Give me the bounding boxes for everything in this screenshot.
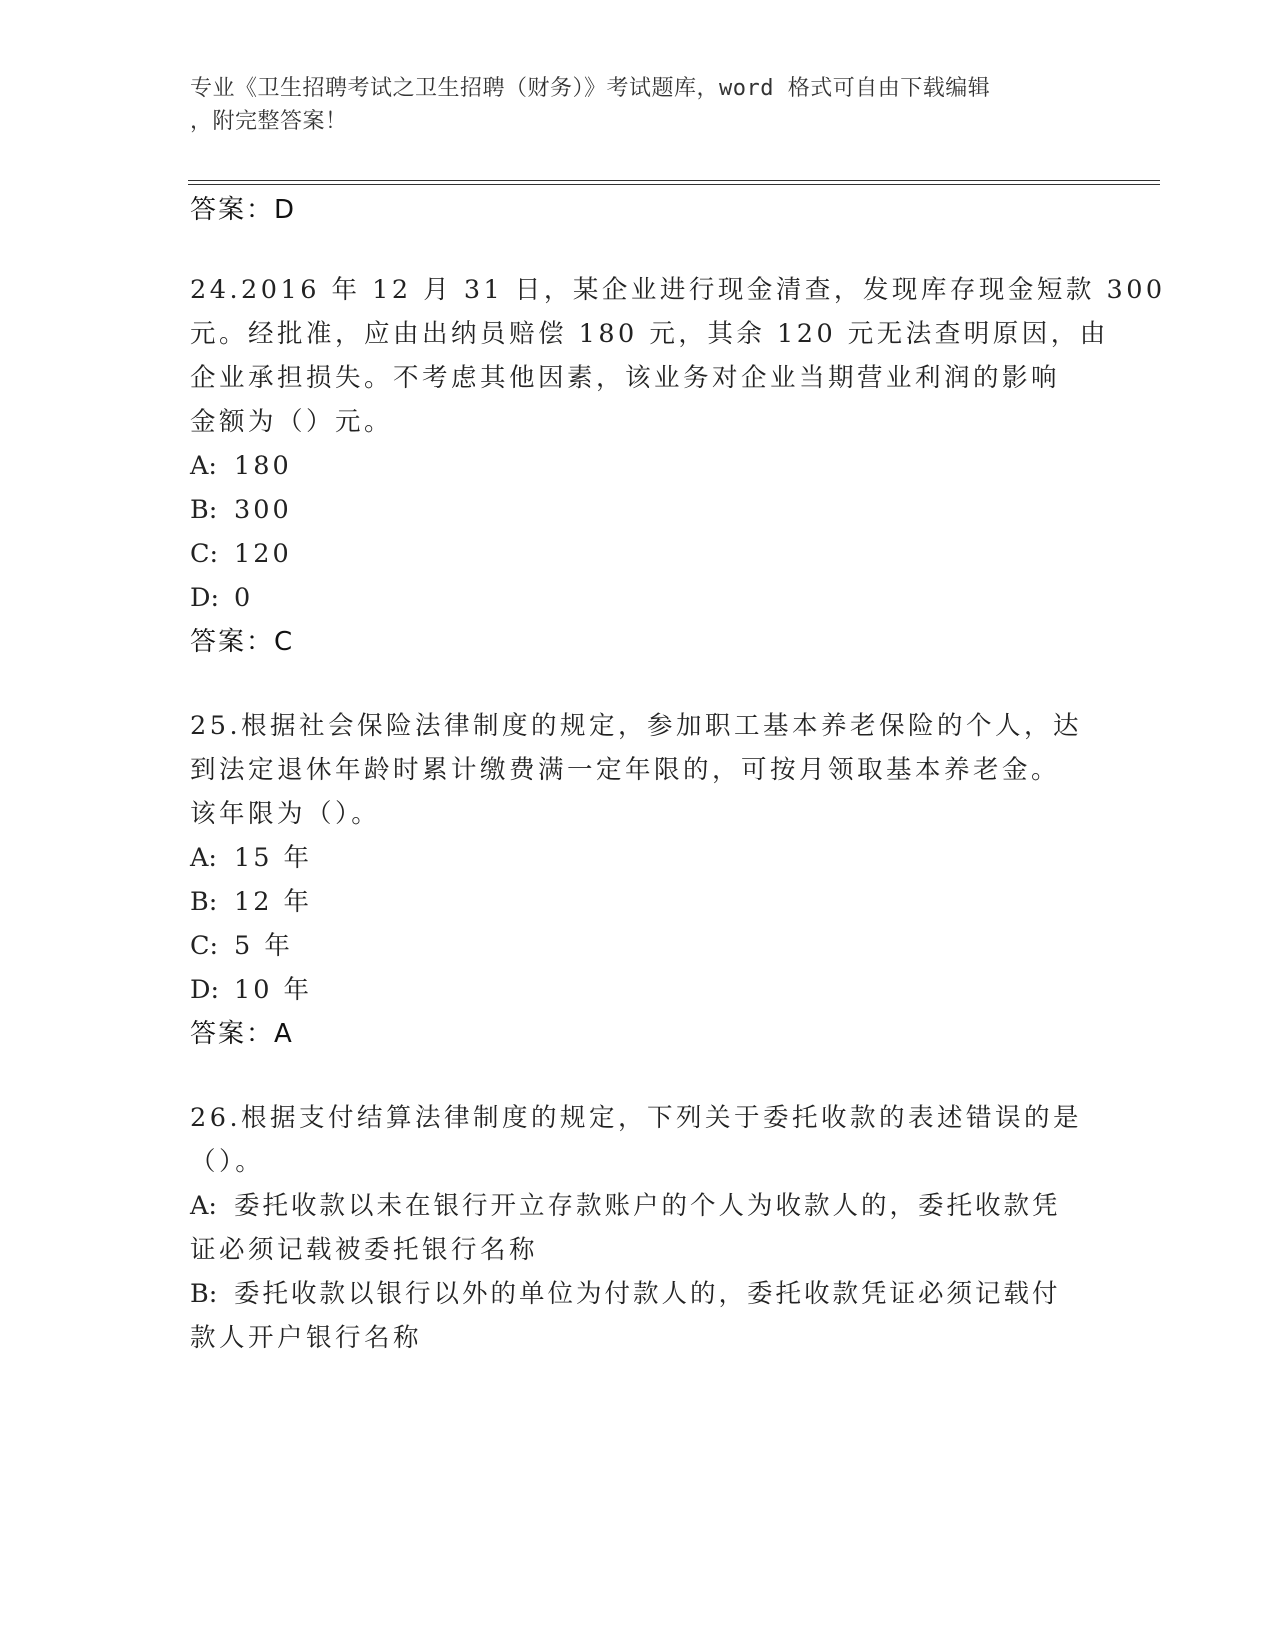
question-26-option-a-continued: 证必须记载被委托银行名称 (190, 1235, 539, 1265)
question-26-line-1: 26.根据支付结算法律制度的规定，下列关于委托收款的表述错误的是 (190, 1103, 1083, 1133)
previous-answer: 答案：D (190, 195, 297, 225)
header-line-1: 专业《卫生招聘考试之卫生招聘（财务）》考试题库，word 格式可自由下载编辑 (190, 76, 991, 101)
option-key: B: (190, 495, 218, 525)
option-text: 0 (234, 583, 254, 613)
question-25-line-1: 25.根据社会保险法律制度的规定，参加职工基本养老保险的个人，达 (190, 711, 1083, 741)
question-25-option-b (190, 884, 312, 920)
question-26-line-2: （）。 (190, 1147, 265, 1177)
question-24-option-c (190, 536, 292, 572)
option-text: 10 年 (234, 975, 313, 1005)
option-key: B: (190, 1279, 218, 1309)
header-divider-top (188, 180, 1160, 181)
question-25-option-c (190, 928, 293, 964)
question-25-line-2: 到法定退休年龄时累计缴费满一定年限的，可按月领取基本养老金。 (190, 755, 1061, 785)
question-26-option-a (190, 1188, 1061, 1224)
question-24-line-1: 24.2016 年 12 月 31 日，某企业进行现金清查，发现库存现金短款 300 (190, 275, 1166, 305)
option-text: 300 (234, 495, 292, 525)
question-24-option-b (190, 492, 292, 528)
option-text: 5 年 (234, 931, 293, 961)
question-24-option-d (190, 580, 253, 616)
question-24-line-4: 金额为（）元。 (190, 407, 394, 437)
header-line-2: ，附完整答案！ (190, 109, 348, 134)
question-25-option-d (190, 972, 312, 1008)
question-25-line-3: 该年限为（）。 (190, 799, 381, 829)
option-key: A: (190, 843, 218, 873)
option-key: A: (190, 1191, 218, 1221)
question-24-answer: 答案：C (190, 627, 295, 657)
option-key: B: (190, 887, 218, 917)
option-text: 委托收款以未在银行开立存款账户的个人为收款人的，委托收款凭 (234, 1191, 1061, 1221)
option-text: 12 年 (234, 887, 313, 917)
option-key: D: (190, 583, 220, 613)
document-header (190, 72, 1090, 138)
question-26-option-b-continued: 款人开户银行名称 (190, 1323, 423, 1353)
option-key: A: (190, 451, 218, 481)
option-key: D: (190, 975, 220, 1005)
question-24-line-3: 企业承担损失。不考虑其他因素，该业务对企业当期营业利润的影响 (190, 363, 1061, 393)
question-24-option-a (190, 448, 292, 484)
option-text: 120 (234, 539, 292, 569)
header-divider-bottom (188, 184, 1160, 185)
option-key: C: (190, 931, 219, 961)
question-24-line-2: 元。经批准，应由出纳员赔偿 180 元，其余 120 元无法查明原因，由 (190, 319, 1109, 349)
question-25-answer: 答案：A (190, 1019, 294, 1049)
option-text: 委托收款以银行以外的单位为付款人的，委托收款凭证必须记载付 (234, 1279, 1061, 1309)
option-text: 180 (234, 451, 292, 481)
option-key: C: (190, 539, 219, 569)
option-text: 15 年 (234, 843, 313, 873)
question-25-option-a (190, 840, 312, 876)
question-26-option-b (190, 1276, 1061, 1312)
